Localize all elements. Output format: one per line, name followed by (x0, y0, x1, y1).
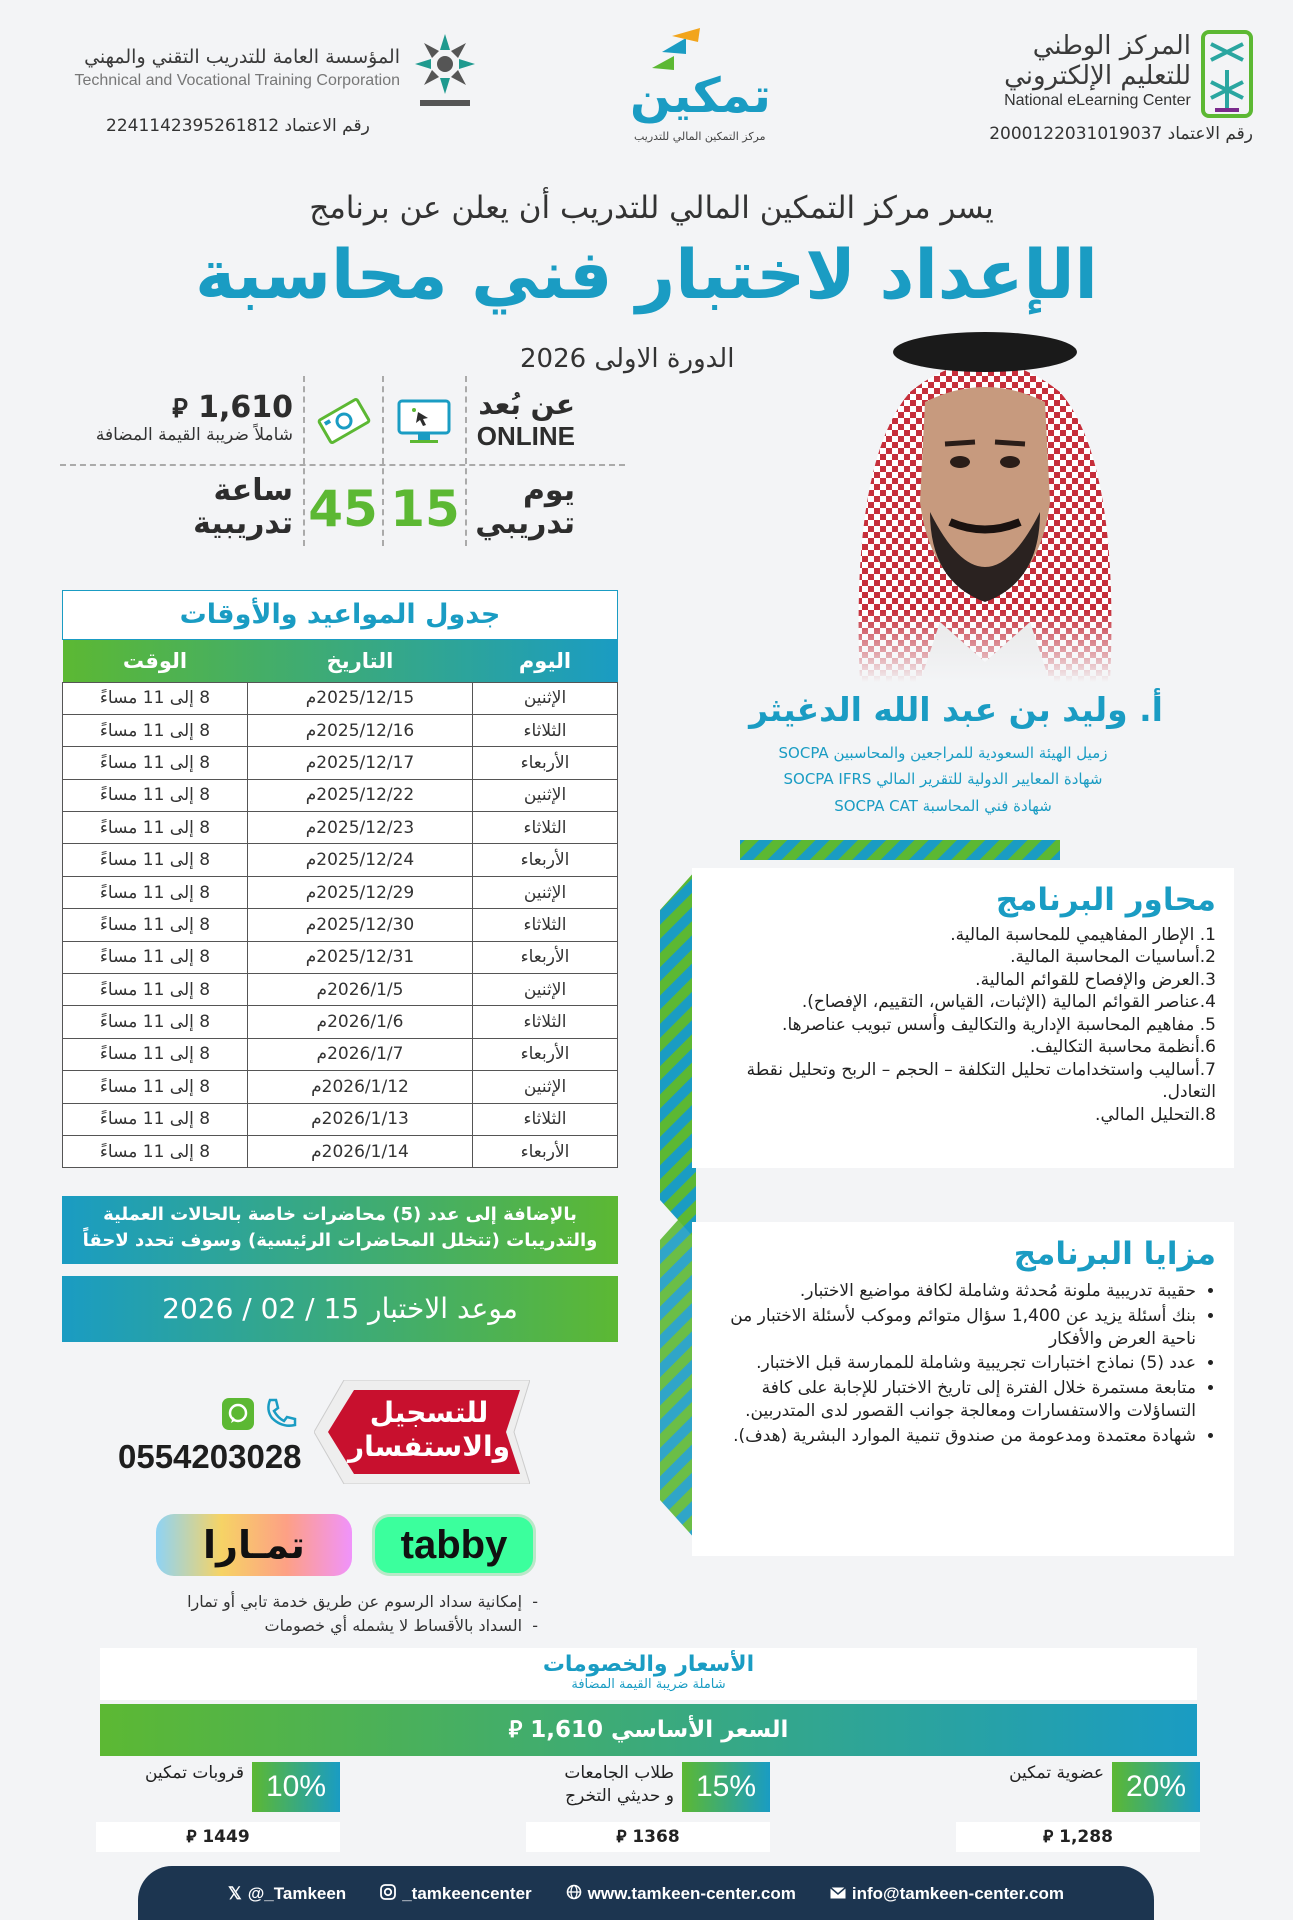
row-time: 8 إلى 11 مساءً (63, 844, 248, 876)
nelc-accreditation: رقم الاعتماد 2000122031019037 (989, 124, 1253, 144)
row-day: الثلاثاء (473, 1006, 618, 1038)
table-row (63, 1135, 618, 1167)
row-day: الأربعاء (473, 941, 618, 973)
credential-1: زميل الهيئة السعودية للمراجعين والمحاسبين SOCPA (778, 744, 1108, 762)
table-row (63, 779, 618, 811)
whatsapp-icon[interactable] (222, 1398, 254, 1430)
discount-label-2: و حديثي التخرج (565, 1785, 674, 1806)
benefits-title: مزايا البرنامج (1013, 1236, 1216, 1272)
axis-item: 3.العرض والإفصاح للقوائم المالية. (975, 969, 1216, 990)
instructor-name: أ. وليد بن عبد الله الدغيثر (749, 690, 1163, 729)
info-grid (60, 376, 625, 546)
register-label-2: والاستفسار (347, 1429, 511, 1463)
days-label-2: تدريبي (475, 506, 575, 541)
discount-price-box (526, 1822, 770, 1852)
table-row (63, 714, 618, 746)
mail-icon (830, 1884, 846, 1904)
tamkeen-name: تمكين (630, 68, 771, 124)
table-row (63, 682, 618, 714)
discount-label-1: طلاب الجامعات (564, 1763, 674, 1783)
price-note: شاملاً ضريبة القيمة المضافة (95, 425, 293, 445)
footer-website[interactable]: www.tamkeen-center.com (566, 1884, 796, 1905)
instructor-credentials (713, 740, 1173, 819)
row-date: 2025/12/31م (248, 941, 473, 973)
row-date: 2025/12/30م (248, 909, 473, 941)
globe-icon (566, 1884, 582, 1905)
row-day: الأربعاء (473, 747, 618, 779)
row-date: 2026/1/13م (248, 1103, 473, 1135)
table-row (63, 1103, 618, 1135)
intro-text: يسر مركز التمكين المالي للتدريب أن يعلن عن برنامج (309, 190, 994, 226)
discount-price: 1449 (202, 1827, 250, 1847)
axes-list (706, 924, 1216, 1126)
riyal-icon: ⃁ (616, 1827, 627, 1847)
payment-note-2: - السداد بالأقساط لا يشمله أي خصومات (264, 1616, 538, 1635)
pricing-subtitle: شاملة ضريبة القيمة المضافة (571, 1677, 726, 1692)
footer-email[interactable]: info@tamkeen-center.com (830, 1884, 1064, 1904)
tamkeen-sub: مركز التمكين المالي للتدريب (634, 130, 766, 143)
row-date: 2026/1/6م (248, 1006, 473, 1038)
row-time: 8 إلى 11 مساءً (63, 1103, 248, 1135)
footer-instagram[interactable]: _tamkeencenter (380, 1884, 531, 1905)
discount-label-1: قروبات تمكين (144, 1763, 244, 1783)
row-time: 8 إلى 11 مساءً (63, 682, 248, 714)
hours-value: 45 (308, 480, 378, 538)
axes-title: محاور البرنامج (995, 882, 1216, 918)
hours-label-2: تدريبية (193, 506, 293, 541)
instagram-icon (380, 1884, 396, 1905)
benefits-panel (692, 1222, 1234, 1556)
phone-icon[interactable] (262, 1396, 298, 1436)
axis-item: 7.أساليب واستخدامات تحليل التكلفة – الحجم – الربح وتحليل نقطة التعادل. (746, 1059, 1216, 1103)
days-label-1: يوم (522, 473, 575, 508)
nelc-logo-block (953, 28, 1253, 148)
row-time: 8 إلى 11 مساءً (63, 779, 248, 811)
discount-percent: 20% (1112, 1762, 1200, 1812)
axis-item: 6.أنظمة محاسبة التكاليف. (1029, 1037, 1216, 1058)
riyal-icon: ⃁ (1043, 1827, 1054, 1847)
row-date: 2026/1/14م (248, 1135, 473, 1167)
row-day: الأربعاء (473, 1038, 618, 1070)
benefit-item: • عدد (5) نماذج اختبارات تجريبية وشاملة للممارسة قبل الاختبار. (706, 1352, 1196, 1375)
row-time: 8 إلى 11 مساءً (63, 1006, 248, 1038)
discount-card (96, 1762, 340, 1856)
days-value: 15 (390, 480, 460, 538)
row-day: الثلاثاء (473, 812, 618, 844)
discount-percent: 15% (682, 1762, 770, 1812)
row-time: 8 إلى 11 مساءً (63, 876, 248, 908)
table-row (63, 1038, 618, 1070)
row-day: الثلاثاء (473, 909, 618, 941)
row-date: 2026/1/7م (248, 1038, 473, 1070)
tvtc-name-ar: المؤسسة العامة للتدريب التقني والمهني (84, 46, 400, 68)
tvtc-name-en: Technical and Vocational Training Corporation (74, 72, 400, 89)
exam-date-banner: موعد الاختبار 15 / 02 / 2026 (62, 1276, 618, 1342)
base-price: السعر الأساسي 1,610 (530, 1717, 789, 1743)
money-icon (316, 394, 372, 452)
credential-2: شهادة المعايير الدولية للتقرير المالي SOCPA IFRS (783, 770, 1103, 789)
discount-price-box (96, 1822, 340, 1852)
row-time: 8 إلى 11 مساءً (63, 941, 248, 973)
row-day: الإثنين (473, 974, 618, 1006)
base-price-bar (100, 1704, 1197, 1756)
table-row (63, 1071, 618, 1103)
row-time: 8 إلى 11 مساءً (63, 812, 248, 844)
discount-price-box (956, 1822, 1200, 1852)
tvtc-logo-block (40, 30, 480, 150)
row-time: 8 إلى 11 مساءً (63, 1135, 248, 1167)
row-date: 2025/12/24م (248, 844, 473, 876)
payment-note-1: - إمكانية سداد الرسوم عن طريق خدمة تابي أو تمارا (187, 1592, 538, 1611)
col-time: الوقت (122, 648, 188, 673)
base-riyal-icon: ⃁ (508, 1717, 523, 1743)
table-row (63, 941, 618, 973)
schedule-note-line1: بالإضافة إلى عدد (5) محاضرات خاصة بالحالات العملية (103, 1204, 577, 1225)
benefit-item: • بنك أسئلة يزيد عن 1,400 سؤال متوائم وموكب لأسئلة الاختبار من ناحية العرض والأفكار (706, 1305, 1196, 1351)
row-time: 8 إلى 11 مساءً (63, 714, 248, 746)
mode-en: ONLINE (476, 421, 575, 451)
row-date: 2025/12/16م (248, 714, 473, 746)
row-date: 2026/1/12م (248, 1071, 473, 1103)
row-date: 2025/12/15م (248, 682, 473, 714)
axis-item: 2.أساسيات المحاسبة المالية. (1010, 947, 1216, 968)
row-time: 8 إلى 11 مساءً (63, 1038, 248, 1070)
row-time: 8 إلى 11 مساءً (63, 974, 248, 1006)
row-day: الإثنين (473, 1071, 618, 1103)
program-title: الإعداد لاختبار فني محاسبة (195, 236, 1098, 315)
schedule-panel (62, 590, 618, 1168)
table-row (63, 974, 618, 1006)
benefit-item: • حقيبة تدريبية ملونة مُحدثة وشاملة لكافة مواضيع الاختبار. (706, 1280, 1196, 1303)
nelc-name-line1: المركز الوطني (1032, 31, 1191, 61)
price-value: 1,610 (198, 390, 293, 425)
discount-percent: 10% (252, 1762, 340, 1812)
col-day: اليوم (518, 648, 572, 673)
pricing-header (100, 1648, 1197, 1700)
benefits-list (706, 1280, 1216, 1447)
mode-ar: عن بُعد (478, 388, 575, 421)
row-date: 2025/12/22م (248, 779, 473, 811)
row-date: 2025/12/23م (248, 812, 473, 844)
discount-price: 1,288 (1059, 1827, 1113, 1847)
row-day: الأربعاء (473, 844, 618, 876)
riyal-icon: ⃁ (172, 394, 188, 424)
row-day: الأربعاء (473, 1135, 618, 1167)
row-day: الإثنين (473, 682, 618, 714)
register-label-1: للتسجيل (369, 1396, 489, 1429)
discount-label-1: عضوية تمكين (1009, 1763, 1104, 1783)
pricing-title: الأسعار والخصومات (542, 1652, 755, 1677)
row-date: 2025/12/17م (248, 747, 473, 779)
table-row (63, 1006, 618, 1038)
nelc-name-line2: للتعليم الإلكتروني (1004, 60, 1191, 91)
axis-item: 5. مفاهيم المحاسبة الإدارية والتكاليف وأسس تبويب عناصرها. (782, 1014, 1216, 1035)
table-row (63, 844, 618, 876)
phone-number[interactable]: 0554203028 (118, 1438, 302, 1475)
benefit-item: • متابعة مستمرة خلال الفترة إلى تاريخ الاختبار للإجابة على كافة التساؤلات والاستفسارات ومعالجة جوانب القصور لدى المتدربين. (706, 1377, 1196, 1423)
cohort-label: الدورة الاولى 2026 (520, 344, 735, 374)
row-day: الإثنين (473, 876, 618, 908)
row-day: الثلاثاء (473, 1103, 618, 1135)
hours-label-1: ساعة (213, 473, 293, 508)
discount-price: 1368 (632, 1827, 680, 1847)
discount-card (526, 1762, 770, 1856)
axes-panel (692, 868, 1234, 1168)
tamkeen-logo-block (620, 28, 790, 148)
row-time: 8 إلى 11 مساءً (63, 747, 248, 779)
monitor-icon (396, 398, 452, 450)
axis-item: 8.التحليل المالي. (1095, 1104, 1216, 1125)
nelc-name-en: National eLearning Center (1004, 91, 1191, 109)
tvtc-emblem-icon (410, 30, 480, 114)
row-date: 2025/12/29م (248, 876, 473, 908)
schedule-note-line2: والتدريبات (تتخلل المحاضرات الرئيسية) وسوف تحدد لاحقاً (82, 1230, 598, 1252)
credential-3: شهادة فني المحاسبة SOCPA CAT (834, 796, 1052, 815)
register-badge[interactable] (314, 1380, 530, 1484)
riyal-icon: ⃁ (186, 1827, 197, 1847)
nelc-emblem-icon (1201, 30, 1253, 118)
footer-bar (138, 1866, 1154, 1920)
instructor-photo (820, 322, 1150, 682)
table-row (63, 812, 618, 844)
tabby-logo: tabby (372, 1514, 536, 1576)
axis-item: 1. الإطار المفاهيمي للمحاسبة المالية. (950, 925, 1216, 945)
row-time: 8 إلى 11 مساءً (63, 1071, 248, 1103)
tamara-logo: تمـارا (156, 1514, 352, 1576)
table-row (63, 876, 618, 908)
row-day: الثلاثاء (473, 714, 618, 746)
payment-notes (78, 1590, 538, 1638)
schedule-title: جدول المواعيد والأوقات (62, 590, 618, 640)
schedule-note (62, 1196, 618, 1264)
x-icon: 𝕏 (228, 1884, 242, 1903)
table-row (63, 747, 618, 779)
footer-twitter[interactable]: 𝕏 @_Tamkeen (228, 1884, 347, 1903)
benefit-item: • شهادة معتمدة ومدعومة من صندوق تنمية الموارد البشرية (هدف). (706, 1425, 1196, 1448)
schedule-table (62, 640, 618, 1168)
table-row (63, 909, 618, 941)
col-date: التاريخ (326, 648, 394, 673)
row-day: الإثنين (473, 779, 618, 811)
axis-item: 4.عناصر القوائم المالية (الإثبات، القياس، التقييم، الإفصاح). (801, 992, 1216, 1013)
row-date: 2026/1/5م (248, 974, 473, 1006)
discount-card (956, 1762, 1200, 1856)
row-time: 8 إلى 11 مساءً (63, 909, 248, 941)
tvtc-accreditation: رقم الاعتماد 2241142395261812 (106, 116, 370, 136)
